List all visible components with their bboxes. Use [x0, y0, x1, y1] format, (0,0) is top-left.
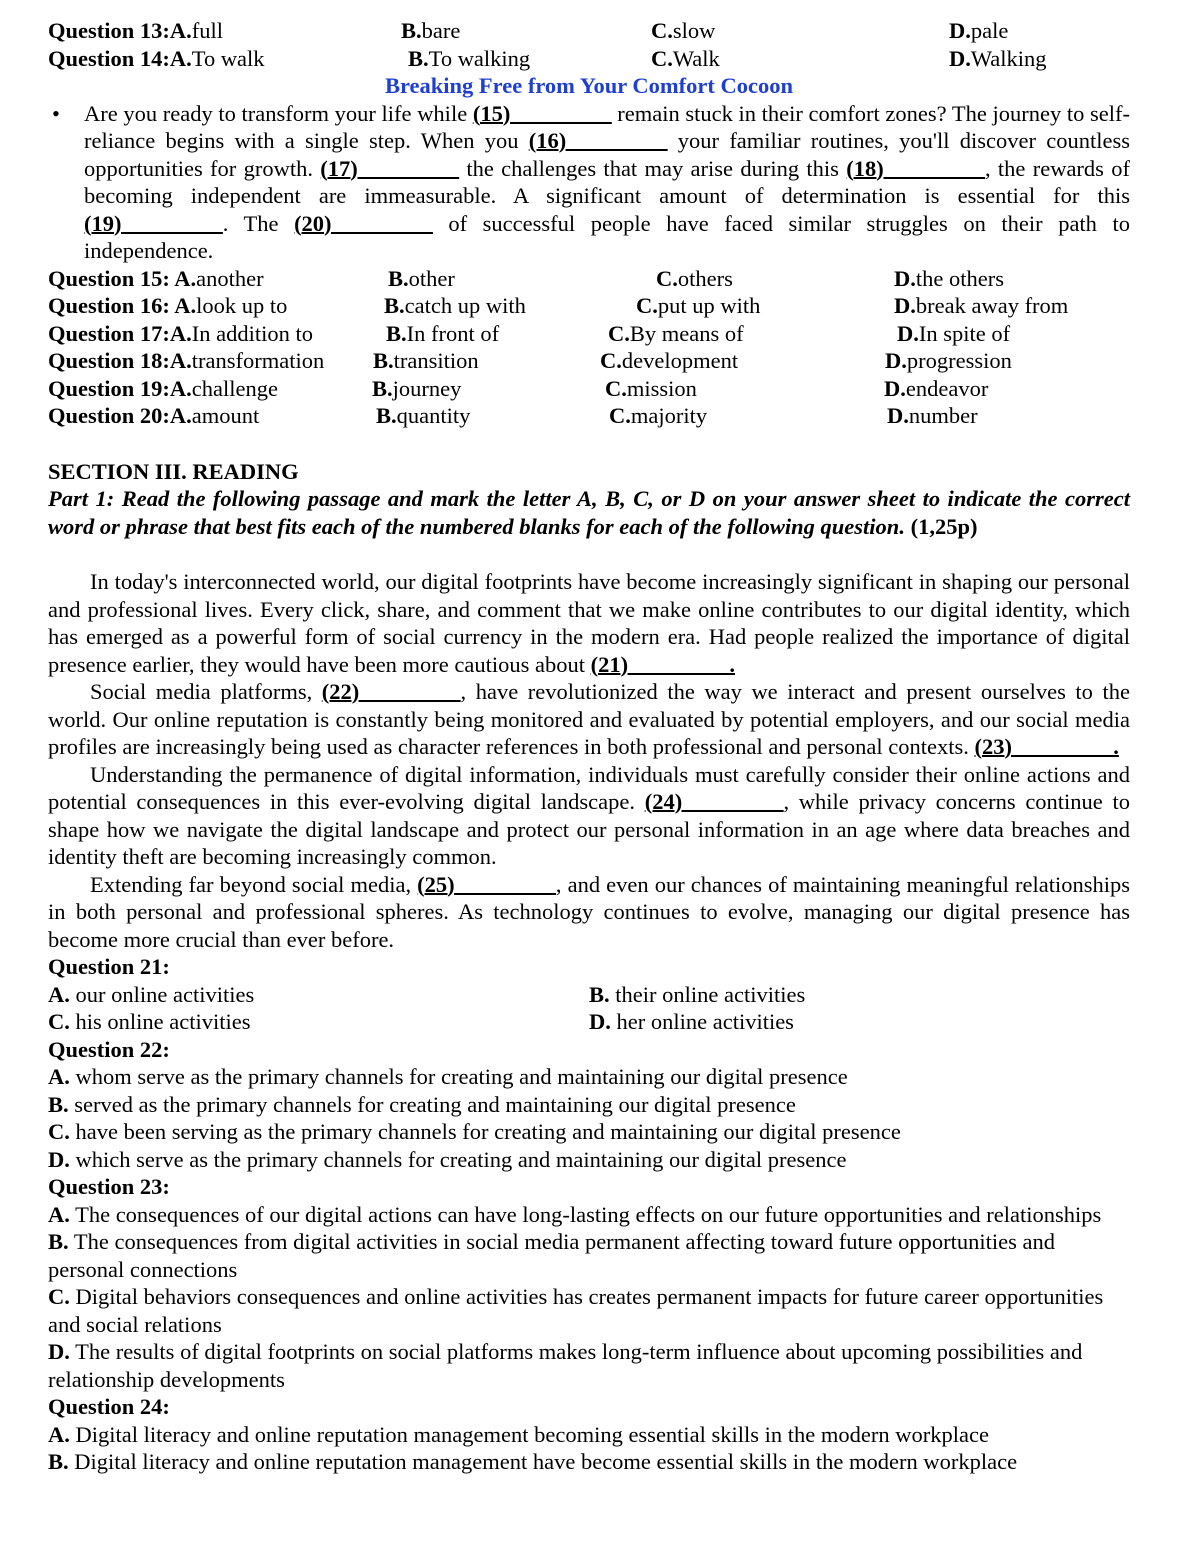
q16-option-d: D.break away from — [894, 293, 1069, 318]
q18-option-d: D.progression — [885, 348, 1012, 373]
q24-option-b: B. Digital literacy and online reputation management have become essential skills in the modern workplace — [48, 1449, 1018, 1474]
q20-option-d: D.number — [887, 403, 978, 428]
q17-option-b: B.In front of — [386, 320, 500, 346]
q21-option-b: B. their online activities — [589, 981, 806, 1007]
q22-option-d: D. which serve as the primary channels for creating and maintaining our digital presence — [48, 1146, 847, 1172]
question-20-row — [48, 402, 1130, 430]
reading-paragraph-4: Extending far beyond social media, (25)_________, and even our chances of maintaining meaningful relationships in both personal and professional spheres. As technology continues to evolve, managing our digital presence has become more crucial than ever before. — [48, 871, 1130, 952]
q19-option-a: Question 19:A.challenge — [48, 375, 278, 401]
q18-option-b: B.transition — [373, 348, 479, 373]
q13-option-b: B.bare — [401, 18, 461, 43]
question-15-row — [48, 265, 1130, 293]
q21-options-row-1 — [48, 981, 1130, 1009]
cloze-passage-1: • Are you ready to transform your life while (15)_________ remain stuck in their comfort zones? The journey to self-reliance begins with a single step. When you (16)_________ your familiar routines, you'll discover countless opportunities for growth. (17)_________ the challenges that may arise during this (18)_________, the rewards of becoming independent are immeasurable. A significant amount of determination is essential for this (19)_________. The (20)_________ of successful people have faced similar struggles on their path to independence. — [52, 100, 1130, 263]
q16-option-b: B.catch up with — [384, 293, 526, 318]
blank-22: (22)_________ — [321, 679, 461, 704]
q13-option-c: C.slow — [651, 18, 716, 43]
section-heading: SECTION III. READING — [48, 458, 299, 484]
blank-25: (25)_________ — [417, 871, 556, 897]
question-16-row — [48, 292, 1130, 320]
blank-20: (20)_________ — [294, 210, 433, 236]
question-23-heading: Question 23: — [48, 1174, 170, 1199]
q20-option-a: Question 20:A.amount — [48, 403, 260, 428]
blank-24: (24)_________ — [644, 789, 784, 814]
q21-option-d: D. her online activities — [589, 1009, 794, 1034]
q17-option-d: D.In spite of — [897, 320, 1011, 346]
q22-option-b: B. served as the primary channels for creating and maintaining our digital presence — [48, 1091, 796, 1117]
reading-paragraph-2: Social media platforms, (22)_________, have revolutionized the way we interact and present ourselves to the world. Our online reputation is constantly being monitored and evaluated by potential employers, and our social media profiles are increasingly being used as character references in both professional and personal contexts. (23)_________. — [48, 679, 1130, 759]
question-21-heading: Question 21: — [48, 954, 170, 979]
q15-option-c: C.others — [656, 265, 733, 291]
q16-option-c: C.put up with — [636, 293, 761, 318]
question-18-row — [48, 347, 1130, 375]
q15-option-d: D.the others — [894, 265, 1004, 291]
q23-option-a: A. The consequences of our digital actions can have long-lasting effects on our future opportunities and relationships — [48, 1201, 1102, 1227]
question-19-row — [48, 375, 1130, 403]
blank-16: (16)_________ — [528, 128, 668, 153]
q14-option-a: Question 14:A.To walk — [48, 45, 265, 71]
q14-option-b: B.To walking — [408, 45, 531, 71]
worksheet-page — [48, 17, 1130, 1476]
bullet-icon: • — [52, 100, 60, 126]
q18-option-a: Question 18:A.transformation — [48, 348, 325, 373]
reading-paragraph-1: In today's interconnected world, our digital footprints have become increasingly significant in shaping our personal and professional lives. Every click, share, and comment that we make online contributes to our digital identity, which has emerged as a powerful form of social currency in the modern era. Had people realized the importance of digital presence earlier, they would have been more cautious about (21)_________. — [48, 569, 1130, 677]
q24-option-a: A. Digital literacy and online reputation management becoming essential skills in the modern workplace — [48, 1421, 989, 1447]
blank-19: (19)_________ — [84, 210, 223, 236]
q19-option-c: C.mission — [605, 375, 697, 401]
blank-23: (23)_________. — [974, 734, 1119, 759]
question-13-row — [48, 17, 1130, 45]
q15-option-b: B.other — [388, 265, 455, 291]
q14-option-c: C.Walk — [651, 45, 720, 71]
q14-option-d: D.Walking — [949, 45, 1047, 71]
q18-option-c: C.development — [600, 348, 739, 373]
q15-option-a: Question 15: A.another — [48, 265, 264, 291]
q19-option-b: B.journey — [372, 375, 462, 401]
q23-option-c: C. Digital behaviors consequences and online activities has creates permanent impacts for future career opportunities and social relations — [48, 1284, 1104, 1337]
question-14-row — [48, 45, 1130, 73]
q17-option-c: C.By means of — [608, 320, 744, 346]
q21-options-row-2 — [48, 1008, 1130, 1036]
blank-17: (17)_________ — [320, 155, 460, 181]
question-22-heading: Question 22: — [48, 1036, 170, 1062]
q17-option-a: Question 17:A.In addition to — [48, 320, 313, 346]
q19-option-d: D.endeavor — [884, 375, 989, 401]
question-17-row — [48, 320, 1130, 348]
blank-18: (18)_________ — [846, 155, 985, 181]
q16-option-a: Question 16: A.look up to — [48, 293, 288, 318]
q20-option-c: C.majority — [609, 403, 708, 428]
q22-option-c: C. have been serving as the primary channels for creating and maintaining our digital presence — [48, 1119, 901, 1144]
q13-option-d: D.pale — [949, 18, 1009, 43]
q21-option-c: C. his online activities — [48, 1009, 251, 1034]
reading-paragraph-3: Understanding the permanence of digital information, individuals must carefully consider their online actions and potential consequences in this ever-evolving digital landscape. (24)_________, while privacy concerns continue to shape how we navigate the digital landscape and protect our personal information in an age where data breaches and identity theft are becoming increasingly common. — [48, 761, 1131, 869]
q21-option-a: A. our online activities — [48, 981, 255, 1007]
q13-option-a: Question 13:A.full — [48, 18, 224, 43]
q23-option-b: B. The consequences from digital activities in social media permanent affecting toward future opportunities and personal connections — [48, 1229, 1055, 1282]
blank-15: (15)_________ — [472, 100, 612, 126]
blank-21: (21)_________. — [590, 651, 736, 677]
q20-option-b: B.quantity — [376, 403, 471, 428]
passage-title: Breaking Free from Your Comfort Cocoon — [384, 73, 794, 98]
q22-option-a: A. whom serve as the primary channels for creating and maintaining our digital presence — [48, 1064, 848, 1089]
question-24-heading: Question 24: — [48, 1394, 170, 1419]
q23-option-d: D. The results of digital footprints on social platforms makes long-term influence about upcoming possibilities and relationship developments — [48, 1339, 1083, 1392]
part-1-instructions: Part 1: Read the following passage and mark the letter A, B, C, or D on your answer sheet to indicate the correct word or phrase that best fits each of the numbered blanks for each of the following question. (1,25p) — [48, 486, 1130, 539]
